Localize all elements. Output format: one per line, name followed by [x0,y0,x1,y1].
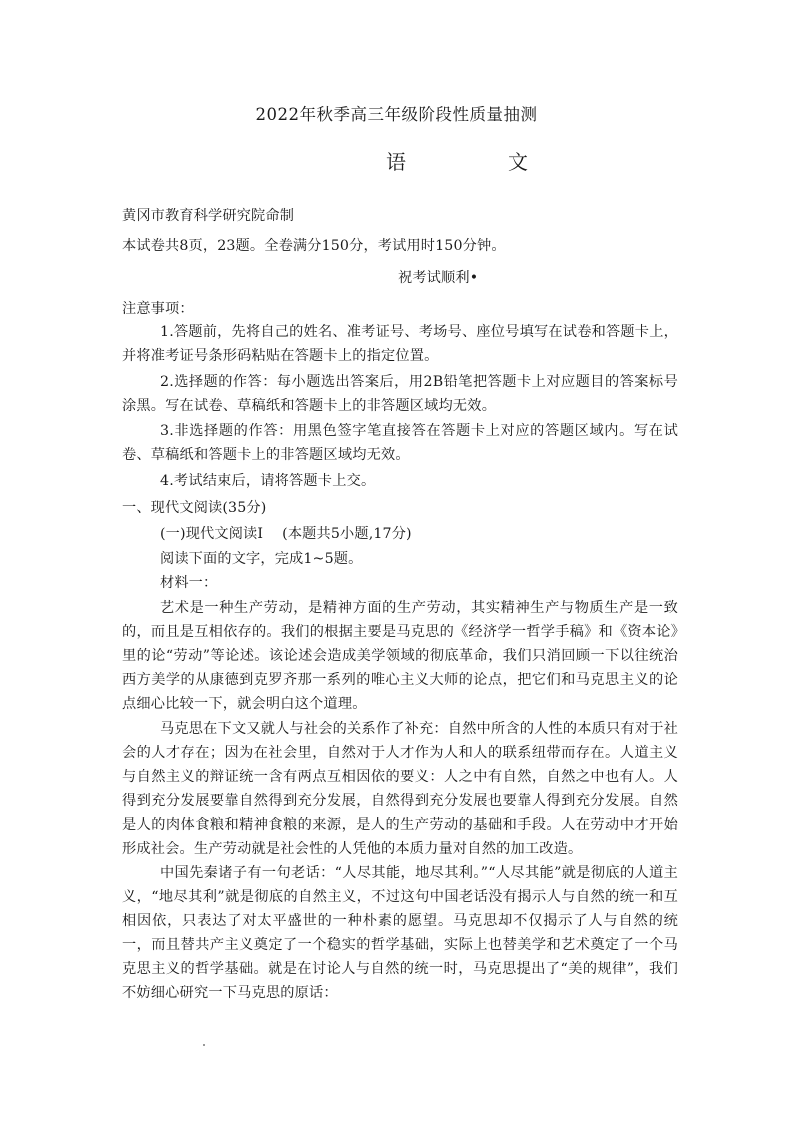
issuer-line: 黄冈市教育科学研究院命制 [122,208,295,224]
exam-title: 2022年秋季高三年级阶段性质量抽测 [255,105,538,124]
note-item-2: 2.选择题的作答：每小题选出答案后，用2B铅笔把答题卡上对应题目的答案标号涂黑。写在试卷、草稿纸和答题卡上的非答题区域均无效。 [122,374,678,414]
note-item-3: 3.非选择题的作答：用黑色签字笔直接答在答题卡上对应的答题区域内。写在试卷、草稿纸和答题卡上的非答题区域均无效。 [122,423,678,463]
paragraph-2: 马克思在下文又就人与社会的关系作了补充：自然中所含的人性的本质只有对于社会的人才存在；因为在社会里，自然对于人才作为人和人的联系纽带而存在。人道主义与自然主义的辩证统一含有两点互相因依的要义：人之中有自然，自然之中也有人。人得到充分发展要靠自然得到充分发展，自然得到充分发展也要靠人得到充分发展。自然是人的肉体食粮和精神食粮的来源，是人的生产劳动的基础和手段。人在劳动中才开始形成社会。生产劳动就是社会性的人凭他的本质力量对自然的加工改造。 [122,721,678,857]
subsection-heading: (一)现代文阅读Ⅰ (本题共5小题,17分) [160,526,412,542]
paragraph-1: 艺术是一种生产劳动，是精神方面的生产劳动，其实精神生产与物质生产是一致的，而且是互相依存的。我们的根据主要是马克思的《经济学一哲学手稿》和《资本论》里的论“劳动”等论述。该论述会造成美学领域的彻底革命，我们只消回顾一下以往统治西方美学的从康德到克罗齐那一系列的唯心主义大师的论点，把它们和马克思主义的论点细心比较一下，就会明白这个道理。 [122,600,678,712]
notes-heading: 注意事项： [122,301,194,317]
page-speck [203,1044,205,1046]
good-luck-wish: 祝考试顺利• [398,270,479,286]
exam-summary: 本试卷共8页，23题。全卷满分150分，考试用时150分钟。 [122,238,506,254]
reading-instruction: 阅读下面的文字，完成1~5题。 [160,551,363,567]
note-item-4: 4.考试结束后，请将答题卡上交。 [160,473,376,489]
material-label: 材料一： [160,575,218,591]
subject-title [386,150,528,174]
subject-char-right: 文 [508,150,528,174]
subject-char-left: 语 [386,150,406,174]
paragraph-3: 中国先秦诸子有一句老话：“人尽其能，地尽其利。”“人尽其能”就是彻底的人道主义，“地尽其利”就是彻底的自然主义，不过这句中国老话没有揭示人与自然的统一和互相因依，只表达了对太平盛世的一种朴素的愿望。马克思却不仅揭示了人与自然的统一，而且替共产主义奠定了一个稳实的哲学基础，实际上也替美学和艺术奠定了一个马克思主义的哲学基础。就是在讨论人与自然的统一时，马克思提出了“美的规律”，我们不妨细心研究一下马克思的原话： [122,865,678,1001]
note-item-1: 1.答题前，先将自己的姓名、准考证号、考场号、座位号填写在试卷和答题卡上，并将准考证号条形码粘贴在答题卡上的指定位置。 [122,324,678,364]
section-heading: 一、现代文阅读(35分) [122,500,267,516]
